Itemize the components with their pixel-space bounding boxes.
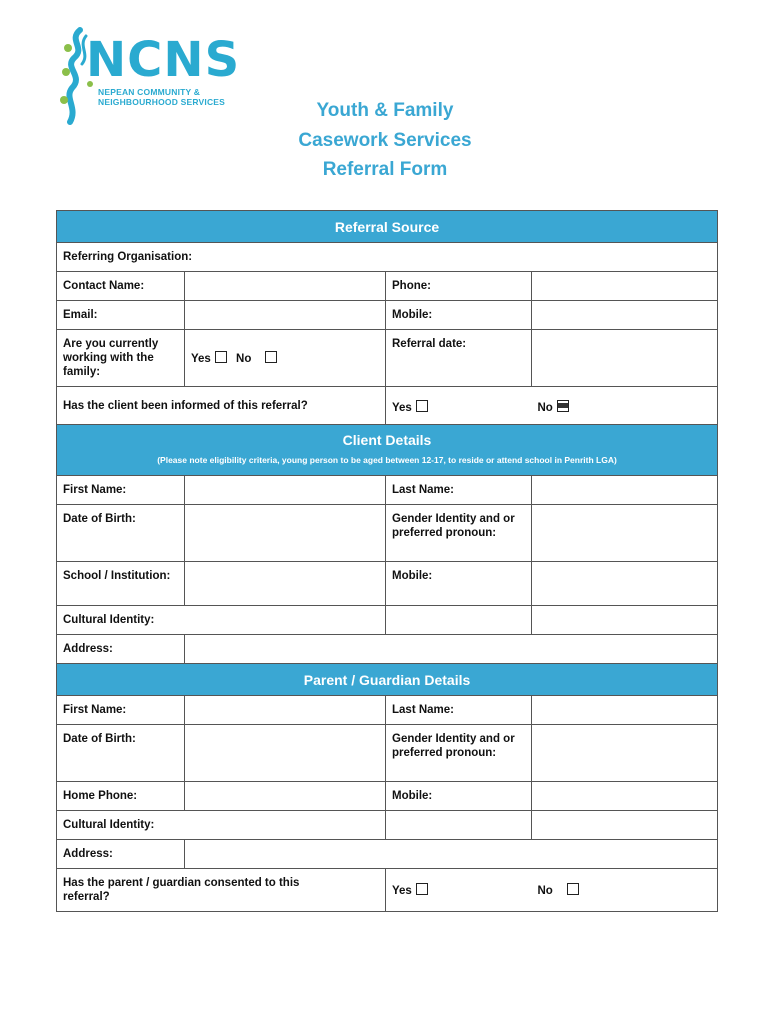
working-no-label: No (236, 352, 252, 365)
parent-first-name-input[interactable] (185, 696, 386, 725)
client-mobile-label: Mobile: (386, 562, 532, 606)
client-details-header (57, 425, 718, 476)
client-last-name-input[interactable] (532, 476, 718, 505)
parent-address-label: Address: (57, 840, 185, 869)
mobile-input[interactable] (532, 301, 718, 330)
email-label: Email: (57, 301, 185, 330)
form-title (240, 96, 530, 185)
title-line-1: Youth & Family (316, 100, 454, 121)
parent-dob-input[interactable] (185, 725, 386, 782)
contact-name-label: Contact Name: (57, 272, 185, 301)
parent-consent-label: Has the parent / guardian consented to this referral? (57, 869, 386, 912)
client-mobile-input[interactable] (532, 562, 718, 606)
email-input[interactable] (185, 301, 386, 330)
client-details-title: Client Details (342, 432, 432, 448)
consent-no-label: No (537, 884, 553, 897)
working-no-checkbox[interactable] (265, 351, 277, 363)
client-school-input[interactable] (185, 562, 386, 606)
client-gender-input[interactable] (532, 505, 718, 562)
parent-mobile-input[interactable] (532, 782, 718, 811)
client-last-name-label: Last Name: (386, 476, 532, 505)
parent-first-name-label: First Name: (57, 696, 185, 725)
consent-yes-checkbox[interactable] (416, 883, 428, 895)
ncns-logo (60, 26, 240, 126)
consent-no-checkbox[interactable] (567, 883, 579, 895)
consent-yes-label: Yes (392, 884, 412, 897)
working-yes-label: Yes (191, 352, 211, 365)
informed-yes-checkbox[interactable] (416, 400, 428, 412)
working-yes-checkbox[interactable] (215, 351, 227, 363)
client-dob-label: Date of Birth: (57, 505, 185, 562)
parent-cultural-label: Cultural Identity: (57, 811, 386, 840)
client-first-name-input[interactable] (185, 476, 386, 505)
client-address-input[interactable] (185, 635, 718, 664)
referral-source-header: Referral Source (57, 211, 718, 243)
logo-wordmark: NCNS (86, 32, 241, 88)
title-line-3: Referral Form (322, 159, 448, 180)
informed-no-checkbox[interactable] (557, 400, 569, 412)
informed-yes-label: Yes (392, 402, 412, 414)
client-cultural-input-a[interactable] (386, 606, 532, 635)
referral-date-label: Referral date: (386, 330, 532, 387)
parent-details-header: Parent / Guardian Details (57, 664, 718, 696)
phone-input[interactable] (532, 272, 718, 301)
parent-mobile-label: Mobile: (386, 782, 532, 811)
contact-name-input[interactable] (185, 272, 386, 301)
parent-gender-input[interactable] (532, 725, 718, 782)
referral-date-input[interactable] (532, 330, 718, 387)
client-gender-label: Gender Identity and or preferred pronoun: (386, 505, 532, 562)
client-cultural-input-b[interactable] (532, 606, 718, 635)
parent-home-phone-input[interactable] (185, 782, 386, 811)
parent-last-name-label: Last Name: (386, 696, 532, 725)
mobile-label: Mobile: (386, 301, 532, 330)
working-with-family-label: Are you currently working with the family: (57, 330, 185, 387)
informed-no-label: No (537, 402, 553, 414)
referral-form-table (56, 210, 718, 912)
parent-address-input[interactable] (185, 840, 718, 869)
client-cultural-label: Cultural Identity: (57, 606, 386, 635)
parent-gender-label: Gender Identity and or preferred pronoun: (386, 725, 532, 782)
parent-home-phone-label: Home Phone: (57, 782, 185, 811)
client-dob-input[interactable] (185, 505, 386, 562)
title-line-2: Casework Services (298, 129, 472, 151)
parent-dob-label: Date of Birth: (57, 725, 185, 782)
referring-org-field[interactable]: Referring Organisation: (57, 243, 718, 272)
parent-cultural-input-a[interactable] (386, 811, 532, 840)
phone-label: Phone: (386, 272, 532, 301)
client-informed-label: Has the client been informed of this referral? (57, 387, 386, 425)
parent-cultural-input-b[interactable] (532, 811, 718, 840)
client-address-label: Address: (57, 635, 185, 664)
eligibility-note: (Please note eligibility criteria, young person to be aged between 12-17, to reside or attend school in Penrith LGA) (157, 455, 617, 465)
logo-subtitle: NEPEAN COMMUNITY & NEIGHBOURHOOD SERVICES (98, 87, 226, 107)
client-school-label: School / Institution: (57, 562, 185, 606)
client-first-name-label: First Name: (57, 476, 185, 505)
parent-last-name-input[interactable] (532, 696, 718, 725)
